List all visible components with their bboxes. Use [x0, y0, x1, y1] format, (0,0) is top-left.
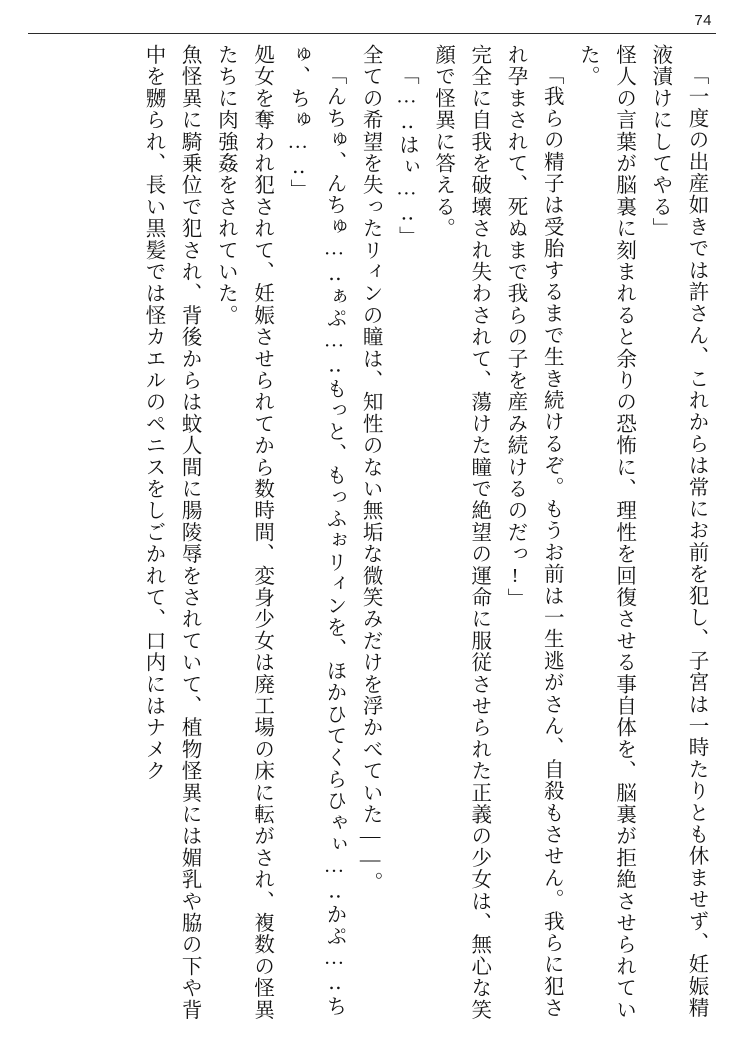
page-number: 74	[694, 12, 712, 29]
paragraph: 魚怪異に騎乗位で犯され、背後からは蚊人間に腸陵辱をされていて、植物怪異には媚乳や脇の下や背中を嬲られ、長い黒髪では怪カエルのペニスをしごかれて、口内にはナメク	[141, 44, 201, 1021]
page-text-body	[30, 44, 714, 1024]
header-rule	[28, 33, 716, 34]
paragraph: 完全に自我を破壊され失わされて、蕩けた瞳で絶望の運命に服従させられた正義の少女は、無心な笑顔で怪異に答える。	[431, 44, 490, 1021]
paragraph: 怪人の言葉が脳裏に刻まれると余りの恐怖に、理性を回復させる事自体を、脳裏が拒絶させられていた。	[576, 44, 635, 1021]
paragraph: 「一度の出産如きでは許さん、これからは常にお前を犯し、子宮は一時たりとも休ませず、妊娠精液漬けにしてやる」	[648, 44, 707, 1019]
paragraph: 「…‥はぃ…‥」	[395, 64, 418, 248]
paragraph: 全ての希望を失ったリィンの瞳は、知性のない無垢な微笑みだけを浮かべていた――。	[359, 44, 382, 894]
paragraph: 処女を奪われ犯されて、妊娠させられてから数時間、変身少女は廃工場の床に転がされ、複数の怪異たちに肉強姦をされていた。	[214, 44, 273, 1021]
paragraph: 「んちゅ、んちゅ…‥ぁぷ…‥もっと、もっふぉリィンを、ほかひてくらひゃぃ…‥かぷ…‥ちゅ、ちゅ…‥」	[286, 44, 345, 1018]
paragraph: 「我らの精子は受胎するまで生き続けるぞ。もうお前は一生逃がさん、自殺もさせん。我らに犯され孕まされて、死ぬまで我らの子を産み続けるのだっ!」	[503, 44, 563, 1019]
